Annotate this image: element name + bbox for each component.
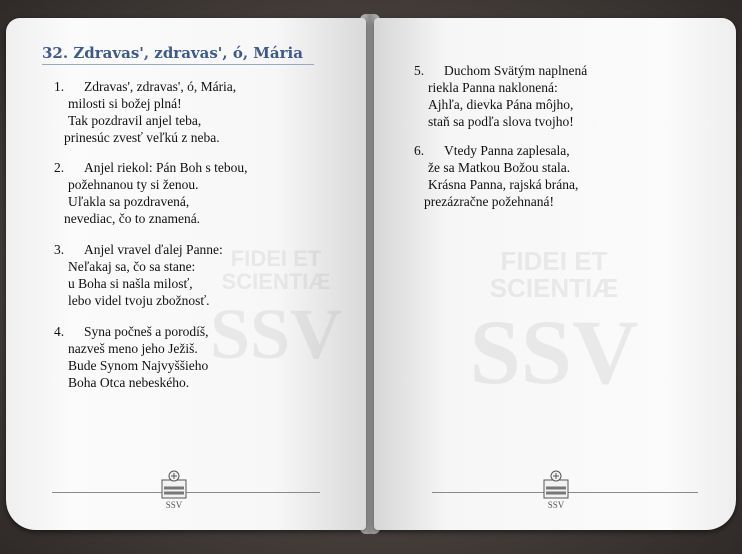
verse-line: Duchom Svätým naplnená <box>444 63 588 78</box>
watermark-logo-right <box>464 188 644 402</box>
verse-line: riekla Panna naklonená: <box>428 80 558 95</box>
stanza-6 <box>414 142 578 210</box>
song-title: 32. Zdravas', zdravas', ó, Mária <box>42 44 314 65</box>
verse-line: milosti si božej plná! <box>68 96 182 111</box>
verse-line: Syna počneš a porodíš, <box>84 324 209 339</box>
left-page <box>6 18 366 530</box>
right-page <box>374 18 736 530</box>
stanza-4 <box>54 323 208 391</box>
verse-line: Krásna Panna, rajská brána, <box>428 177 579 192</box>
stanza-1 <box>54 78 236 146</box>
watermark-motto-2: SCIENTIÆ <box>489 273 619 303</box>
stanza-number: 6. <box>414 143 425 158</box>
watermark-motto-2: SCIENTIÆ <box>221 269 331 294</box>
verse-line: Zdravas', zdravas', ó, Mária, <box>84 79 237 94</box>
verse-line: staň sa podľa slova tvojho! <box>428 114 574 129</box>
verse-line: prezázračne požehnaná! <box>424 194 555 209</box>
stanza-number: 1. <box>54 79 65 94</box>
stanza-5 <box>414 62 587 130</box>
verse-line: Neľakaj sa, čo sa stane: <box>68 259 196 274</box>
verse-line: u Boha si našla milosť, <box>68 276 193 291</box>
verse-line: lebo videl tvoju zbožnosť. <box>68 293 210 308</box>
stanza-number: 3. <box>54 242 65 257</box>
watermark-motto-1: FIDEI ET <box>500 246 608 276</box>
verse-line: prinesúc zvesť veľkú z neba. <box>64 130 220 145</box>
verse-line: Bude Synom Najvyššieho <box>68 358 209 373</box>
footer-logo-letters: SSV <box>165 500 183 510</box>
verse-line: Anjel riekol: Pán Boh s tebou, <box>84 160 248 175</box>
ssv-logo-icon <box>543 470 569 510</box>
watermark-letters: SSV <box>469 301 639 403</box>
stanza-3 <box>54 241 223 309</box>
verse-line: Tak pozdravil anjel teba, <box>68 113 202 128</box>
watermark-logo-left <box>206 218 346 374</box>
stanza-2 <box>54 159 247 227</box>
verse-line: že sa Matkou Božou stala. <box>428 160 571 175</box>
verse-line: požehnanou ty si ženou. <box>68 177 199 192</box>
footer-logo-letters: SSV <box>547 500 565 510</box>
watermark-letters: SSV <box>209 294 343 374</box>
verse-line: nevediac, čo to znamená. <box>64 211 201 226</box>
stanza-number: 2. <box>54 160 65 175</box>
verse-line: nazveš meno jeho Ježiš. <box>68 341 198 356</box>
stanza-number: 5. <box>414 63 425 78</box>
ssv-logo-icon <box>161 470 187 510</box>
verse-line: Vtedy Panna zaplesala, <box>444 143 570 158</box>
verse-line: Ajhľa, dievka Pána môjho, <box>428 97 574 112</box>
verse-line: Boha Otca nebeského. <box>68 375 190 390</box>
verse-line: Anjel vravel ďalej Panne: <box>84 242 223 257</box>
verse-line: Uľakla sa pozdravená, <box>68 194 190 209</box>
watermark-motto-1: FIDEI ET <box>230 246 322 271</box>
stanza-number: 4. <box>54 324 65 339</box>
